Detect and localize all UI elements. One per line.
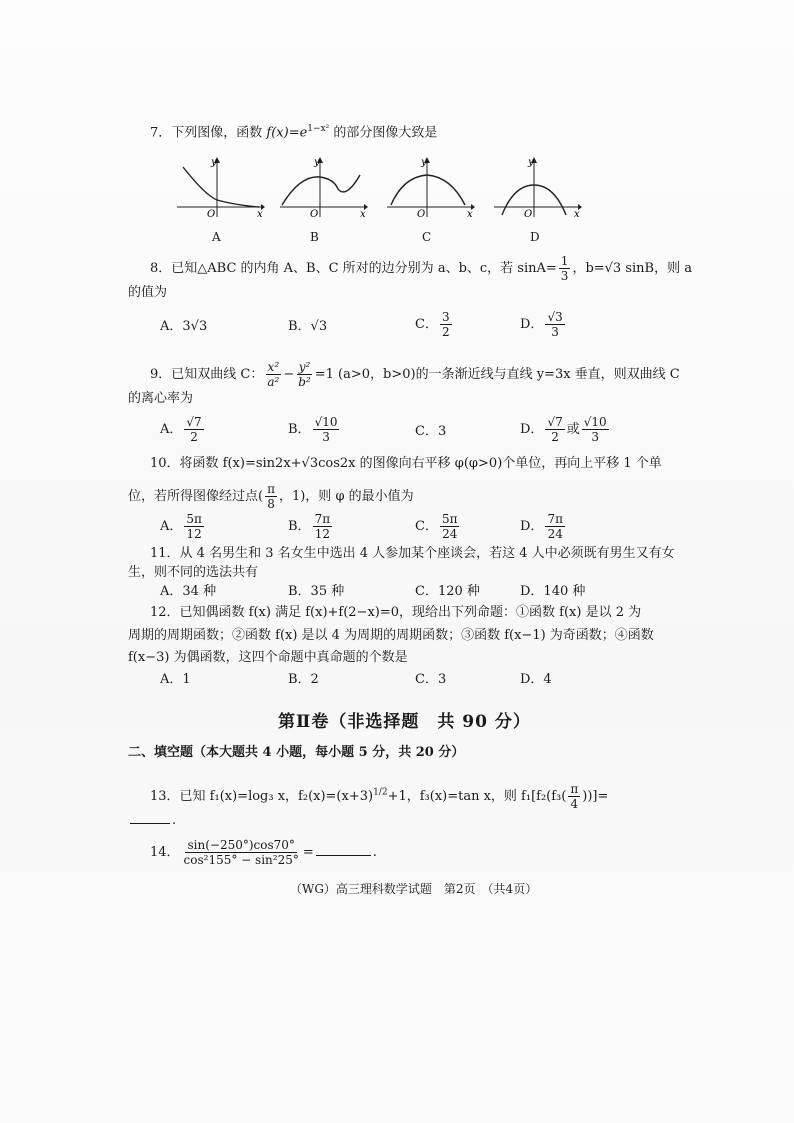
q8-option-d: D． $\frac{√3}{3}$ <box>520 310 563 339</box>
graph-d-x-label: x <box>574 209 580 220</box>
q9-option-a: A． $\frac{√7}{2}$ <box>160 415 202 444</box>
graph-c-x-label: x <box>467 209 473 220</box>
q13-answer-blank[interactable] <box>130 823 170 824</box>
graph-d <box>492 155 582 220</box>
q7-exponent: 1−x² <box>307 124 330 134</box>
q12-option-a: A．1 <box>160 672 191 687</box>
q10-option-d: D． $\frac{7\pi}{24}$ <box>520 512 563 541</box>
graph-b-label: B <box>310 230 319 244</box>
graph-c-origin: O <box>417 209 426 220</box>
q12-line2: 周期的周期函数；②函数 f(x) 是以 4 为周期的周期函数；③函数 f(x−1) 为奇函数；④函数 <box>128 628 654 643</box>
q7-function: f(x)=e <box>266 125 308 141</box>
q11-option-d: D．140 种 <box>520 584 586 599</box>
graph-a <box>175 155 265 220</box>
q11-option-a: A．34 种 <box>160 584 217 599</box>
q8-frac: $\frac{1}{3}$ <box>560 254 569 283</box>
graph-b-origin: O <box>310 209 319 220</box>
q12-option-d: D．4 <box>520 672 552 687</box>
q13-exponent: 1/2 <box>373 787 388 798</box>
q9-stem: 9．已知双曲线 C： $\frac{\text{x²}}{\text{a²}}$ − $\frac{\text{y²}}{\text{b²}}$ =1 (a>0，b>0)的一条渐近线与直线 y=3x 垂直，则双曲线 C <box>150 360 680 389</box>
q10-option-a: A． $\frac{5\pi}{12}$ <box>160 512 202 541</box>
graph-a-x-label: x <box>257 209 263 220</box>
q9-option-b: B． $\frac{√10}{3}$ <box>288 415 338 444</box>
q9-option-d: D． $\frac{√7}{2}$ 或 $\frac{√10}{3}$ <box>520 415 607 444</box>
q8-stem-line2: 的值为 <box>128 285 168 300</box>
q10-stem: 10．将函数 f(x)=sin2x+√3cos2x 的图像向右平移 φ(φ>0)个单位，再向上平移 1 个单 <box>150 456 662 471</box>
q8-option-b: B．√3 <box>288 319 328 334</box>
q8-option-c: C． $\frac{3}{2}$ <box>415 310 450 339</box>
q9-stem-line2: 的离心率为 <box>128 391 194 406</box>
graph-d-y-label: y <box>528 157 534 168</box>
section-2-subtitle: 二、填空题（本大题共 4 小题，每小题 5 分，共 20 分） <box>128 745 465 760</box>
graph-b-y-label: y <box>314 157 320 168</box>
q8-stem: 8．已知△ABC 的内角 A、B、C 所对的边分别为 a、b、c，若 sinA= $\frac{1}{3}$ ，b=√3 sinB，则 a <box>150 254 692 283</box>
graph-c-y-label: y <box>421 157 427 168</box>
q11-option-b: B．35 种 <box>288 584 345 599</box>
q11-stem-line2: 生，则不同的选法共有 <box>128 565 259 580</box>
q9-option-c: C．3 <box>415 424 447 439</box>
q14-answer-blank[interactable] <box>316 855 371 856</box>
q12-option-b: B．2 <box>288 672 319 687</box>
page-footer: （WG）高三理科数学试题 第2页 （共4页） <box>290 882 538 896</box>
q12-line1: 12．已知偶函数 f(x) 满足 f(x)+f(2−x)=0，现给出下列命题：①函数 f(x) 是以 2 为 <box>150 605 642 620</box>
q13-answer-line: . <box>128 812 176 830</box>
section-2-title: 第Ⅱ卷（非选择题 共 90 分） <box>278 712 531 732</box>
q14-fraction: $\frac{\sin(-250^\circ)\cos 70^\circ}{\text{cos²155° − sin²25°}}$ <box>183 838 299 867</box>
q12-option-c: C．3 <box>415 672 447 687</box>
graph-d-label: D <box>530 230 540 244</box>
q12-line3: f(x−3) 为偶函数，这四个命题中真命题的个数是 <box>128 650 408 665</box>
graph-a-y-label: y <box>211 157 217 168</box>
graph-b <box>278 155 368 220</box>
graph-a-origin: O <box>207 209 216 220</box>
q11-option-c: C．120 种 <box>415 584 480 599</box>
q13-stem: 13．已知 f₁(x)=log₃ x，$f_2(x)=(x+3)^{1/2}+1$，f₃(x)=tan x，则 f₁[f₂(f₃( $\frac{\pi}{4}$ ))]= <box>150 782 609 811</box>
graph-c <box>385 155 475 220</box>
q10-option-b: B． $\frac{7\pi}{12}$ <box>288 512 331 541</box>
graph-d-origin: O <box>524 209 533 220</box>
graph-b-x-label: x <box>360 209 366 220</box>
q11-stem: 11．从 4 名男生和 3 名女生中选出 4 人参加某个座谈会，若这 4 人中必须既有男生又有女 <box>150 546 675 561</box>
graph-a-label: A <box>212 230 221 244</box>
graph-c-label: C <box>422 230 432 244</box>
q7-stem: 7．下列图像，函数 $f(x)=e^{1-x^2}$ 的部分图像大致是 <box>150 124 438 141</box>
q14-stem: 14． $\frac{\sin(-250^\circ)\cos 70^\circ}{\text{cos²155° − sin²25°}}$ = . <box>150 838 377 867</box>
q10-option-c: C． $\frac{5\pi}{24}$ <box>415 512 458 541</box>
q8-option-a: A．3√3 <box>160 319 208 334</box>
q10-stem-line2: 位，若所得图像经过点( $\frac{\pi}{8}$ ，1)，则 φ 的最小值为 <box>128 482 414 511</box>
